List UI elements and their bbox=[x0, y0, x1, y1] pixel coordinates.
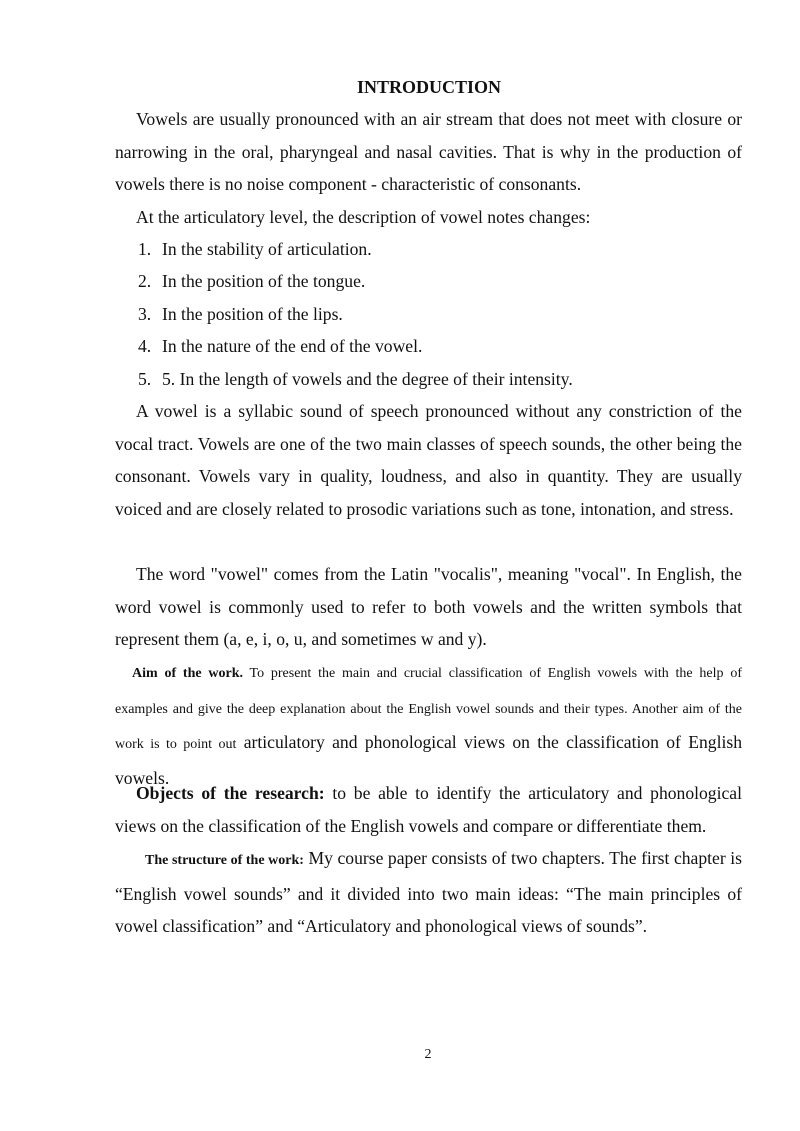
paragraph-vowel-production: Vowels are usually pronounced with an air stream that does not meet with closure or narrowing in the oral, pharyngeal and nasal cavities. That is why in the production of vowels there is no noise component - characteristic of consonants. bbox=[115, 109, 742, 195]
list-item: 5. 5. In the length of vowels and the degree of their intensity. bbox=[138, 369, 573, 389]
paragraph-structure: The structure of the work: My course paper consists of two chapters. The first chapter is “English vowel sounds” and it divided into two main ideas: “The main principles of vowel classification” and “Articulatory and phonological views of sounds”. bbox=[115, 848, 742, 937]
list-item: 1. In the stability of articulation. bbox=[138, 239, 372, 259]
page-title: INTRODUCTION bbox=[356, 77, 502, 97]
paragraph-objects: Objects of the research: to be able to identify the articulatory and phonological views on the classification of the English vowels and compare or differentiate them. bbox=[115, 783, 743, 836]
paragraph-articulatory-level: At the articulatory level, the description of vowel notes changes: bbox=[136, 207, 591, 227]
paragraph-word-origin: The word "vowel" comes from the Latin "vocalis", meaning "vocal". In English, the word vowel is commonly used to refer to both vowels and the written symbols that represent them (a, e, i, o, u, and sometimes w and y). bbox=[115, 564, 742, 650]
paragraph-aim: Aim of the work. To present the main and crucial classification of English vowels with the help of examples and give the deep explanation about the English vowel sounds and their types. Another aim of the work is to point out articulatory and phonological views on the classification of English vowels. bbox=[115, 666, 743, 789]
paragraph-vowel-definition: A vowel is a syllabic sound of speech pronounced without any constriction of the vocal tract. Vowels are one of the two main classes of speech sounds, the other being the consonant. Vowels vary in quality, loudness, and also in quantity. They are usually voiced and are closely related to prosodic variations such as tone, intonation, and stress. bbox=[115, 401, 742, 520]
aim-label: Aim of the work. bbox=[132, 666, 243, 681]
list-item: 2. In the position of the tongue. bbox=[138, 271, 366, 291]
structure-label: The structure of the work: bbox=[145, 853, 304, 868]
list-item: 4. In the nature of the end of the vowel. bbox=[138, 336, 423, 356]
list-item: 3. In the position of the lips. bbox=[138, 304, 343, 324]
page-number: 2 bbox=[424, 1047, 432, 1062]
objects-label: Objects of the research: bbox=[136, 783, 325, 803]
